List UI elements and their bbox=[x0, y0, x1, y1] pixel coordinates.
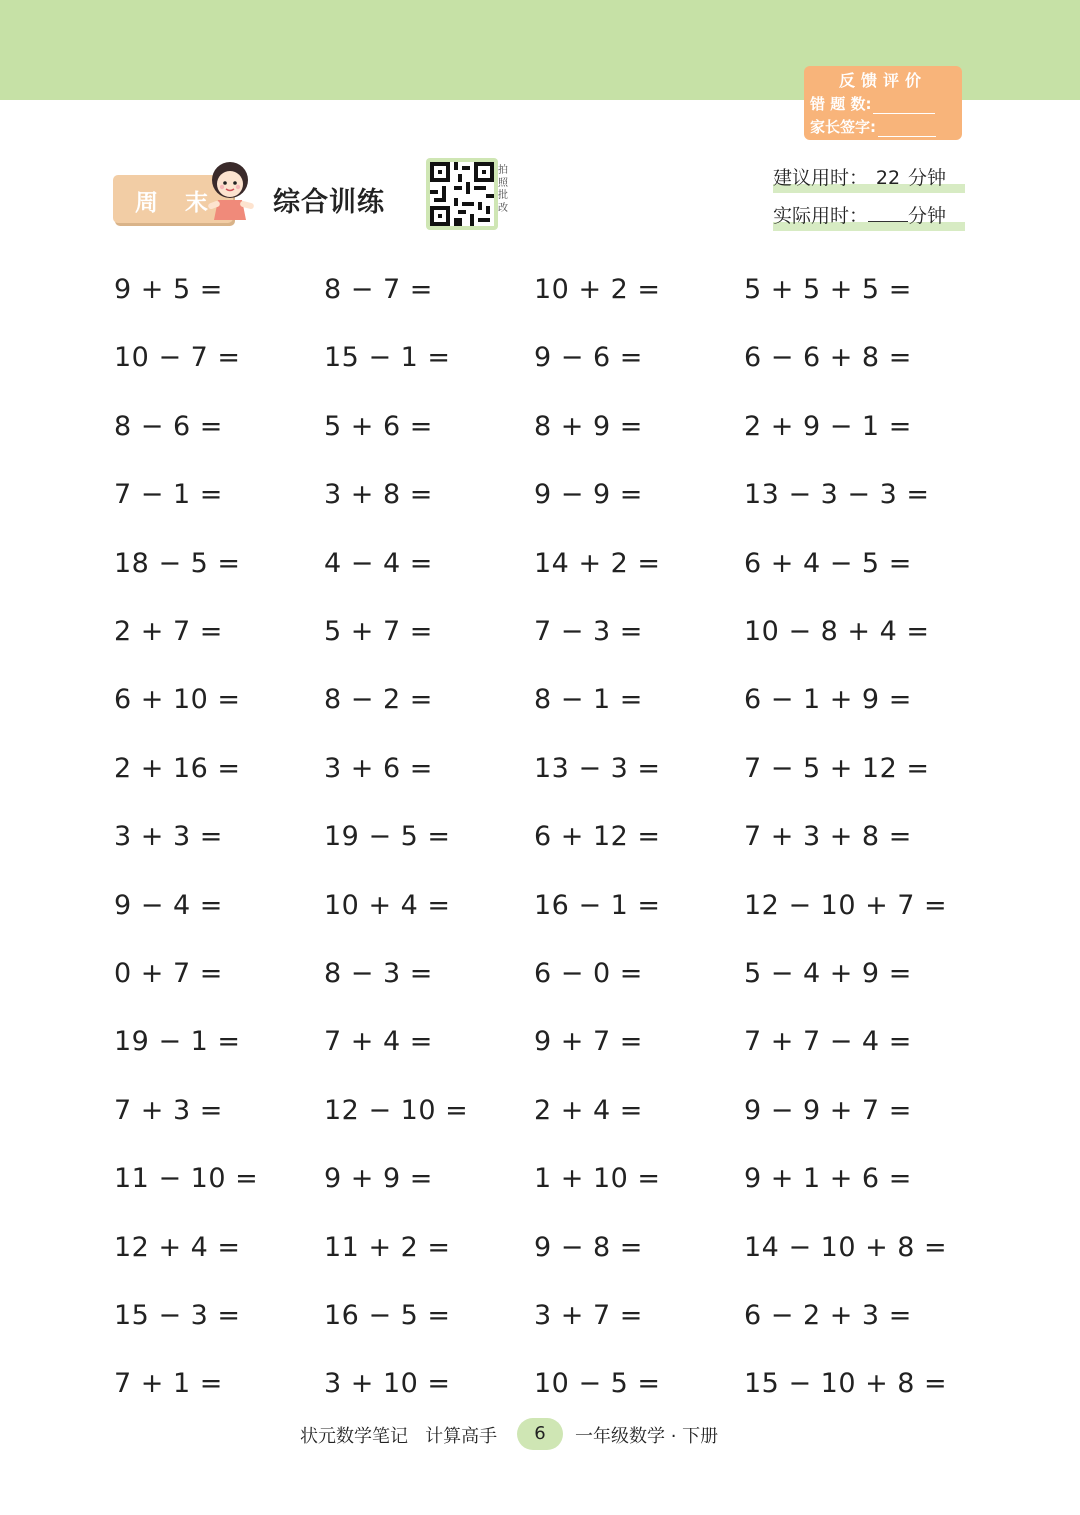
math-problem: 9 − 4 = bbox=[114, 890, 223, 921]
suggested-time-value: 22 bbox=[875, 167, 901, 189]
math-problem: 8 + 9 = bbox=[534, 411, 643, 442]
math-problem: 2 + 9 − 1 = bbox=[744, 411, 912, 442]
math-problem: 10 + 4 = bbox=[324, 890, 451, 921]
math-problem: 15 − 3 = bbox=[114, 1300, 241, 1331]
actual-time-row bbox=[773, 201, 946, 228]
math-problem: 6 − 0 = bbox=[534, 958, 643, 989]
math-problem: 12 + 4 = bbox=[114, 1232, 241, 1263]
math-problem: 10 + 2 = bbox=[534, 274, 661, 305]
footer-grade: 一年级数学 · 下册 bbox=[575, 1426, 719, 1447]
math-problem: 8 − 3 = bbox=[324, 958, 433, 989]
math-problem: 16 − 1 = bbox=[534, 890, 661, 921]
suggested-time-unit: 分钟 bbox=[908, 167, 947, 189]
math-problem: 6 + 4 − 5 = bbox=[744, 548, 912, 579]
math-problem: 3 + 3 = bbox=[114, 821, 223, 852]
math-problem: 4 − 4 = bbox=[324, 548, 433, 579]
math-problem: 15 − 10 + 8 = bbox=[744, 1368, 948, 1399]
math-problem: 7 − 5 + 12 = bbox=[744, 753, 930, 784]
math-problem: 7 + 3 = bbox=[114, 1095, 223, 1126]
qr-code[interactable] bbox=[426, 158, 498, 230]
math-problem: 8 − 6 = bbox=[114, 411, 223, 442]
math-problem: 10 − 5 = bbox=[534, 1368, 661, 1399]
math-problem: 9 − 8 = bbox=[534, 1232, 643, 1263]
qr-caption: 拍照批改 bbox=[498, 165, 508, 214]
suggested-time-row bbox=[773, 163, 946, 190]
math-problem: 3 + 6 = bbox=[324, 753, 433, 784]
math-problem: 9 + 7 = bbox=[534, 1026, 643, 1057]
actual-time-unit: 分钟 bbox=[908, 205, 947, 227]
math-problem: 6 − 1 + 9 = bbox=[744, 684, 912, 715]
math-problem: 1 + 10 = bbox=[534, 1163, 661, 1194]
math-problem: 13 − 3 = bbox=[534, 753, 661, 784]
math-problem: 11 + 2 = bbox=[324, 1232, 451, 1263]
math-problem: 11 − 10 = bbox=[114, 1163, 259, 1194]
math-problem: 8 − 7 = bbox=[324, 274, 433, 305]
feedback-sign-blank[interactable] bbox=[878, 122, 936, 137]
footer-book-title: 状元数学笔记 计算高手 bbox=[300, 1426, 498, 1447]
girl-illustration bbox=[200, 158, 262, 228]
math-problem: 3 + 7 = bbox=[534, 1300, 643, 1331]
math-problem: 6 + 10 = bbox=[114, 684, 241, 715]
math-problem: 7 + 1 = bbox=[114, 1368, 223, 1399]
math-problem: 5 + 7 = bbox=[324, 616, 433, 647]
math-problem: 14 + 2 = bbox=[534, 548, 661, 579]
math-problem: 9 + 9 = bbox=[324, 1163, 433, 1194]
math-problem: 19 − 1 = bbox=[114, 1026, 241, 1057]
math-problem: 15 − 1 = bbox=[324, 342, 451, 373]
math-problem: 5 − 4 + 9 = bbox=[744, 958, 912, 989]
footer bbox=[0, 1418, 1080, 1454]
math-problem: 19 − 5 = bbox=[324, 821, 451, 852]
math-problem: 2 + 16 = bbox=[114, 753, 241, 784]
suggested-time-label: 建议用时： bbox=[773, 167, 869, 189]
math-problem: 0 + 7 = bbox=[114, 958, 223, 989]
math-problem: 10 − 8 + 4 = bbox=[744, 616, 930, 647]
math-problem: 13 − 3 − 3 = bbox=[744, 479, 930, 510]
math-problem: 6 − 2 + 3 = bbox=[744, 1300, 912, 1331]
math-problem: 9 + 1 + 6 = bbox=[744, 1163, 912, 1194]
math-problem: 6 + 12 = bbox=[534, 821, 661, 852]
math-problem: 5 + 5 + 5 = bbox=[744, 274, 912, 305]
math-problem: 7 + 4 = bbox=[324, 1026, 433, 1057]
math-problem: 7 + 7 − 4 = bbox=[744, 1026, 912, 1057]
math-problem: 7 − 3 = bbox=[534, 616, 643, 647]
actual-time-label: 实际用时： bbox=[773, 205, 869, 227]
math-problem: 3 + 10 = bbox=[324, 1368, 451, 1399]
math-problem: 7 + 3 + 8 = bbox=[744, 821, 912, 852]
banner-char-1: 周 bbox=[135, 190, 158, 216]
feedback-box bbox=[804, 66, 962, 140]
math-problem: 2 + 4 = bbox=[534, 1095, 643, 1126]
math-problem: 2 + 7 = bbox=[114, 616, 223, 647]
feedback-sign-row bbox=[810, 116, 936, 137]
feedback-errors-row bbox=[810, 93, 935, 114]
math-problem: 18 − 5 = bbox=[114, 548, 241, 579]
math-problem: 9 − 6 = bbox=[534, 342, 643, 373]
math-problem: 10 − 7 = bbox=[114, 342, 241, 373]
banner-char-2: 末 bbox=[185, 190, 208, 216]
math-problem: 9 − 9 + 7 = bbox=[744, 1095, 912, 1126]
math-problem: 9 − 9 = bbox=[534, 479, 643, 510]
math-problem: 12 − 10 + 7 = bbox=[744, 890, 948, 921]
math-problem: 5 + 6 = bbox=[324, 411, 433, 442]
actual-time-blank[interactable] bbox=[868, 205, 908, 222]
math-problem: 7 − 1 = bbox=[114, 479, 223, 510]
feedback-errors-blank[interactable] bbox=[873, 99, 935, 114]
math-problem: 14 − 10 + 8 = bbox=[744, 1232, 948, 1263]
math-problem: 12 − 10 = bbox=[324, 1095, 469, 1126]
math-problem: 6 − 6 + 8 = bbox=[744, 342, 912, 373]
math-problem: 16 − 5 = bbox=[324, 1300, 451, 1331]
math-problem: 8 − 1 = bbox=[534, 684, 643, 715]
page-title: 综合训练 bbox=[273, 187, 385, 218]
math-problem: 8 − 2 = bbox=[324, 684, 433, 715]
math-problem: 9 + 5 = bbox=[114, 274, 223, 305]
math-problem: 3 + 8 = bbox=[324, 479, 433, 510]
page-number: 6 bbox=[517, 1418, 563, 1450]
feedback-sign-label: 家长签字: bbox=[810, 118, 876, 136]
feedback-title: 反馈评价 bbox=[838, 71, 927, 90]
feedback-errors-label: 错 题 数: bbox=[810, 95, 872, 113]
qr-code-icon bbox=[430, 162, 494, 226]
